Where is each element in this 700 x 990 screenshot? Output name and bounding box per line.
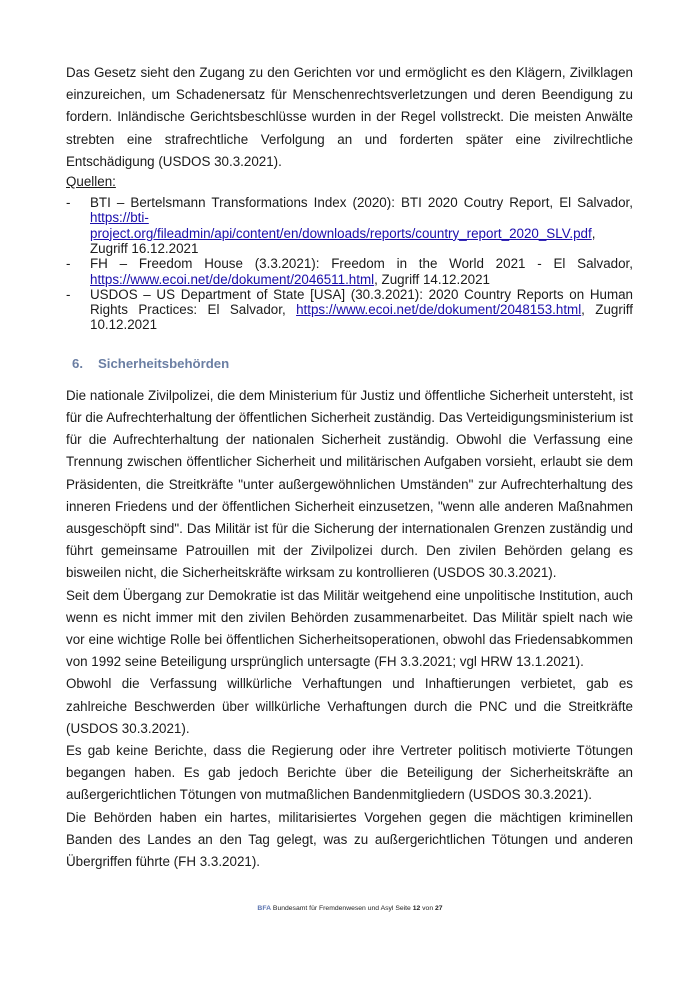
section-heading [72, 355, 633, 373]
list-dash: - [66, 286, 71, 302]
intro-paragraph: Das Gesetz sieht den Zugang zu den Gerichten vor und ermöglicht es den Klägern, Zivilklagen einzureichen, um Schadenersatz für Menschenrechtsverletzungen und deren Beendigung zu fordern. Inländische Gerichtsbeschlüsse wurden in der Regel vollstreckt. Die meisten Anwälte strebten eine strafrechtliche Verfolgung an und forderten später eine zivilrechtliche Entschädigung (USDOS 30.3.2021). [66, 65, 633, 169]
source-link-fh[interactable]: https://www.ecoi.net/de/dokument/2046511.html [90, 271, 375, 287]
section-number: 6. [72, 355, 83, 371]
source-text [74, 195, 633, 256]
footer-text: Bundesamt für Fremdenwesen und Asyl Seite [272, 905, 411, 912]
source-link-usdos[interactable]: https://www.ecoi.net/de/dokument/2048153.html [296, 302, 582, 318]
sources-heading: Quellen: [66, 174, 116, 190]
source-text [74, 256, 633, 287]
sources-list [66, 195, 633, 333]
body-paragraph: Es gab keine Berichte, dass die Regierung oder ihre Vertreter politisch motivierte Tötungen begangen haben. Es gab jedoch Berichte über die Beteiligung der Sicherheitskräfte an außergerichtlichen Tötungen von mutmaßlichen Bandenmitgliedern (USDOS 30.3.2021). [66, 742, 633, 803]
source-description: USDOS – US Department of State [USA] (30.3.2021): 2020 Country Reports on Human Rights Practices: El Salvador, [90, 286, 633, 318]
body-paragraph: Obwohl die Verfassung willkürliche Verhaftungen und Inhaftierungen verbietet, gab es zahlreiche Beschwerden über willkürliche Verhaftungen durch die PNC und die Streitkräfte (USDOS 30.3.2021). [66, 676, 633, 736]
footer-of: von [422, 905, 434, 912]
source-item-usdos [66, 287, 633, 333]
source-description: FH – Freedom House (3.3.2021): Freedom in the World 2021 - El Salvador, [90, 256, 633, 272]
source-item-bti [66, 195, 633, 256]
footer-brand: BFA [257, 905, 272, 912]
section-title: Sicherheitsbehörden [98, 355, 230, 371]
source-item-fh [66, 256, 633, 287]
source-link-bti[interactable]: https://bti-project.org/fileadmin/api/content/en/downloads/reports/country_report_2020_SLV.pdf [90, 210, 592, 241]
source-access-date: , Zugriff 10.12.2021 [90, 302, 633, 333]
source-access-date: , Zugriff 14.12.2021 [374, 271, 490, 287]
footer-page-total: 27 [435, 905, 443, 912]
document-page [66, 62, 633, 873]
body-paragraph: Die nationale Zivilpolizei, die dem Ministerium für Justiz und öffentliche Sicherheit untersteht, ist für die Aufrechterhaltung der öffentlichen Sicherheit zuständig. Das Verteidigungsministerium ist für die Aufrechterhaltung der nationalen Sicherheit zuständig. Obwohl die Verfassung eine Trennung zwischen öffentlicher Sicherheit und militärischen Aufgaben vorsieht, erlaubt sie dem Präsidenten, die Streitkräfte "unter außergewöhnlichen Umständen" zur Aufrechterhaltung des inneren Friedens und der öffentlichen Sicherheit einzusetzen, "wenn alle anderen Maßnahmen ausgeschöpft sind". Das Militär ist für die Sicherung der internationalen Grenzen zuständig und führt gemeinsame Patrouillen mit der Zivilpolizei durch. Den zivilen Behörden gelang es bisweilen nicht, die Sicherheitskräfte wirksam zu kontrollieren (USDOS 30.3.2021). [66, 387, 633, 581]
footer-page-number: 12 [412, 905, 421, 912]
list-dash: - [66, 256, 71, 272]
page-footer [0, 905, 700, 912]
body-paragraph: Die Behörden haben ein hartes, militarisiertes Vorgehen gegen die mächtigen kriminellen Banden des Landes an den Tag gelegt, was zu außergerichtlichen Tötungen und anderen Übergriffen führte (FH 3.3.2021). [66, 809, 633, 869]
list-dash: - [66, 195, 71, 211]
source-text [74, 287, 633, 333]
source-description: BTI – Bertelsmann Transformations Index (2020): BTI 2020 Coutry Report, El Salvador, [90, 195, 633, 211]
source-access-date: , Zugriff 16.12.2021 [90, 225, 596, 256]
body-paragraph: Seit dem Übergang zur Demokratie ist das Militär weitgehend eine unpolitische Institution, auch wenn es nicht immer mit den zivilen Behörden zusammenarbeitet. Das Militär spielt nach wie vor eine wichtige Rolle bei öffentlichen Sicherheitsoperationen, obwohl das Friedensabkommen von 1992 seine Beteiligung ursprünglich untersagte (FH 3.3.2021; vgl HRW 13.1.2021). [66, 587, 633, 670]
